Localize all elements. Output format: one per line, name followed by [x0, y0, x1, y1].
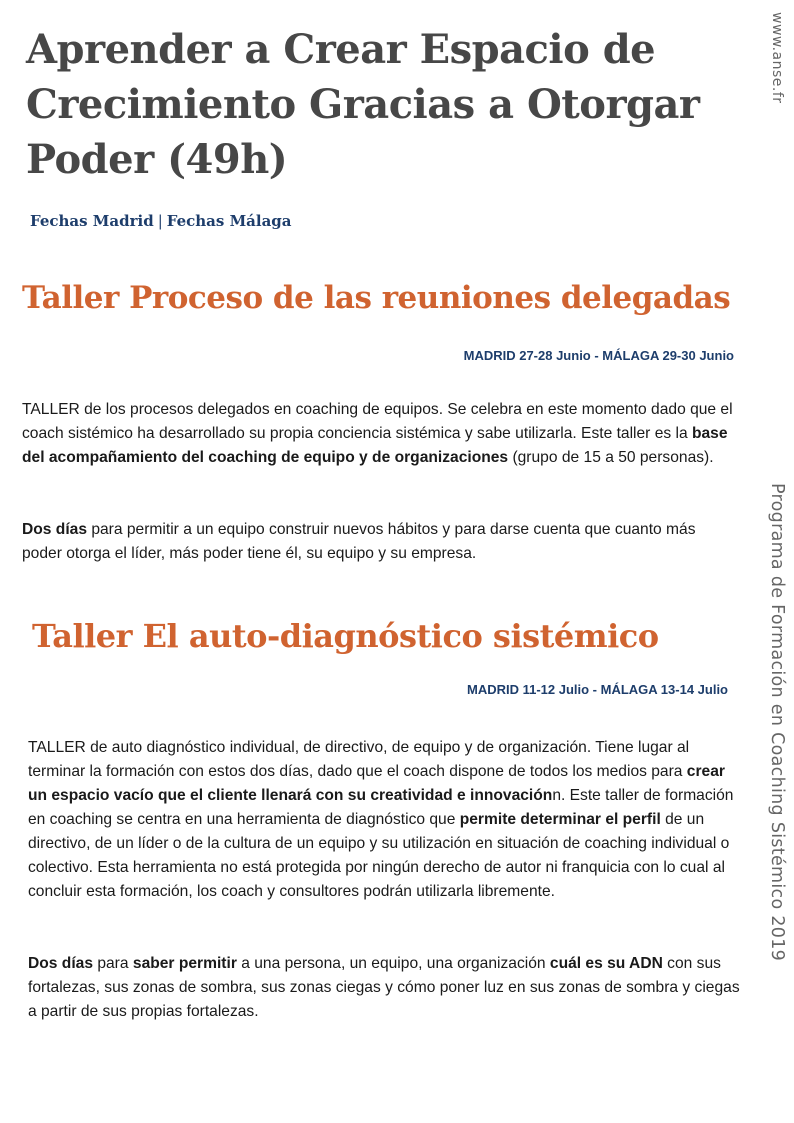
- paragraph-text: TALLER de auto diagnóstico individual, de directivo, de equipo y de organización. Tiene lugar al terminar la formación con estos dos días, dado que el coach dispone de todos los medios para: [28, 739, 690, 780]
- paragraph-bold: permite determinar el perfil: [459, 811, 661, 828]
- paragraph-bold: crear un espacio vacío que el cliente llenará con su creatividad e innovación: [28, 763, 725, 804]
- side-website-url: www.anse.fr: [769, 12, 785, 104]
- paragraph-bold: Dos días: [28, 955, 93, 972]
- paragraph-text: de un directivo, de un líder o de la cultura de un equipo y su utilización en situación de coaching individual o colectivo. Esta herramienta no está protegida por ningún derecho de autor ni franquicia con lo cual al concluir esta formación, los coach y consultores podrán utilizarla libremente.: [28, 811, 730, 900]
- section-paragraph: [22, 518, 738, 566]
- paragraph-text: para permitir a un equipo construir nuevos hábitos y para darse cuenta que cuanto más poder otorga el líder, más poder tiene él, su equipo y su empresa.: [22, 521, 696, 562]
- paragraph-text: n. Este taller de formación en coaching se centra en una herramienta de diagnóstico que: [28, 787, 734, 828]
- section-title-auto-diagnostico: Taller El auto-diagnóstico sistémico: [32, 617, 659, 655]
- page-title: [26, 22, 726, 187]
- paragraph-text: (grupo de 15 a 50 personas).: [508, 449, 714, 466]
- fechas-links: [30, 212, 292, 230]
- paragraph-text: para: [93, 955, 133, 972]
- fechas-separator: |: [157, 212, 163, 230]
- fechas-madrid-link[interactable]: Fechas Madrid: [30, 212, 154, 230]
- page-title-line: Poder (49h): [26, 136, 288, 183]
- section-dates-auto-diagnostico: MADRID 11-12 Julio - MÁLAGA 13-14 Julio: [466, 682, 728, 697]
- section-dates-reuniones-delegadas: MADRID 27-28 Junio - MÁLAGA 29-30 Junio: [463, 348, 734, 363]
- section-paragraph: [28, 736, 742, 904]
- paragraph-text: TALLER de los procesos delegados en coaching de equipos. Se celebra en este momento dado que el coach sistémico ha desarrollado su propia conciencia sistémica y sabe utilizarla. Este taller es la: [22, 401, 733, 442]
- paragraph-bold: base del acompañamiento del coaching de equipo y de organizaciones: [22, 425, 728, 466]
- side-program-title: Programa de Formación en Coaching Sistémico 2019: [767, 483, 787, 962]
- paragraph-text: a una persona, un equipo, una organización: [236, 955, 550, 972]
- paragraph-text: con sus fortalezas, sus zonas de sombra, sus zonas ciegas y cómo poner luz en sus zonas de sombra y ciegas a partir de sus propias fortalezas.: [28, 955, 740, 1020]
- fechas-malaga-link[interactable]: Fechas Málaga: [166, 212, 292, 230]
- page-title-line: Crecimiento Gracias a Otorgar: [26, 81, 700, 128]
- section-paragraph: [28, 952, 742, 1024]
- page-title-line: Aprender a Crear Espacio de: [26, 26, 656, 73]
- section-title-reuniones-delegadas: Taller Proceso de las reuniones delegadas: [22, 280, 731, 316]
- paragraph-bold: Dos días: [22, 521, 87, 538]
- paragraph-bold: cuál es su ADN: [549, 955, 663, 972]
- section-paragraph: [22, 398, 738, 470]
- paragraph-bold: saber permitir: [132, 955, 237, 972]
